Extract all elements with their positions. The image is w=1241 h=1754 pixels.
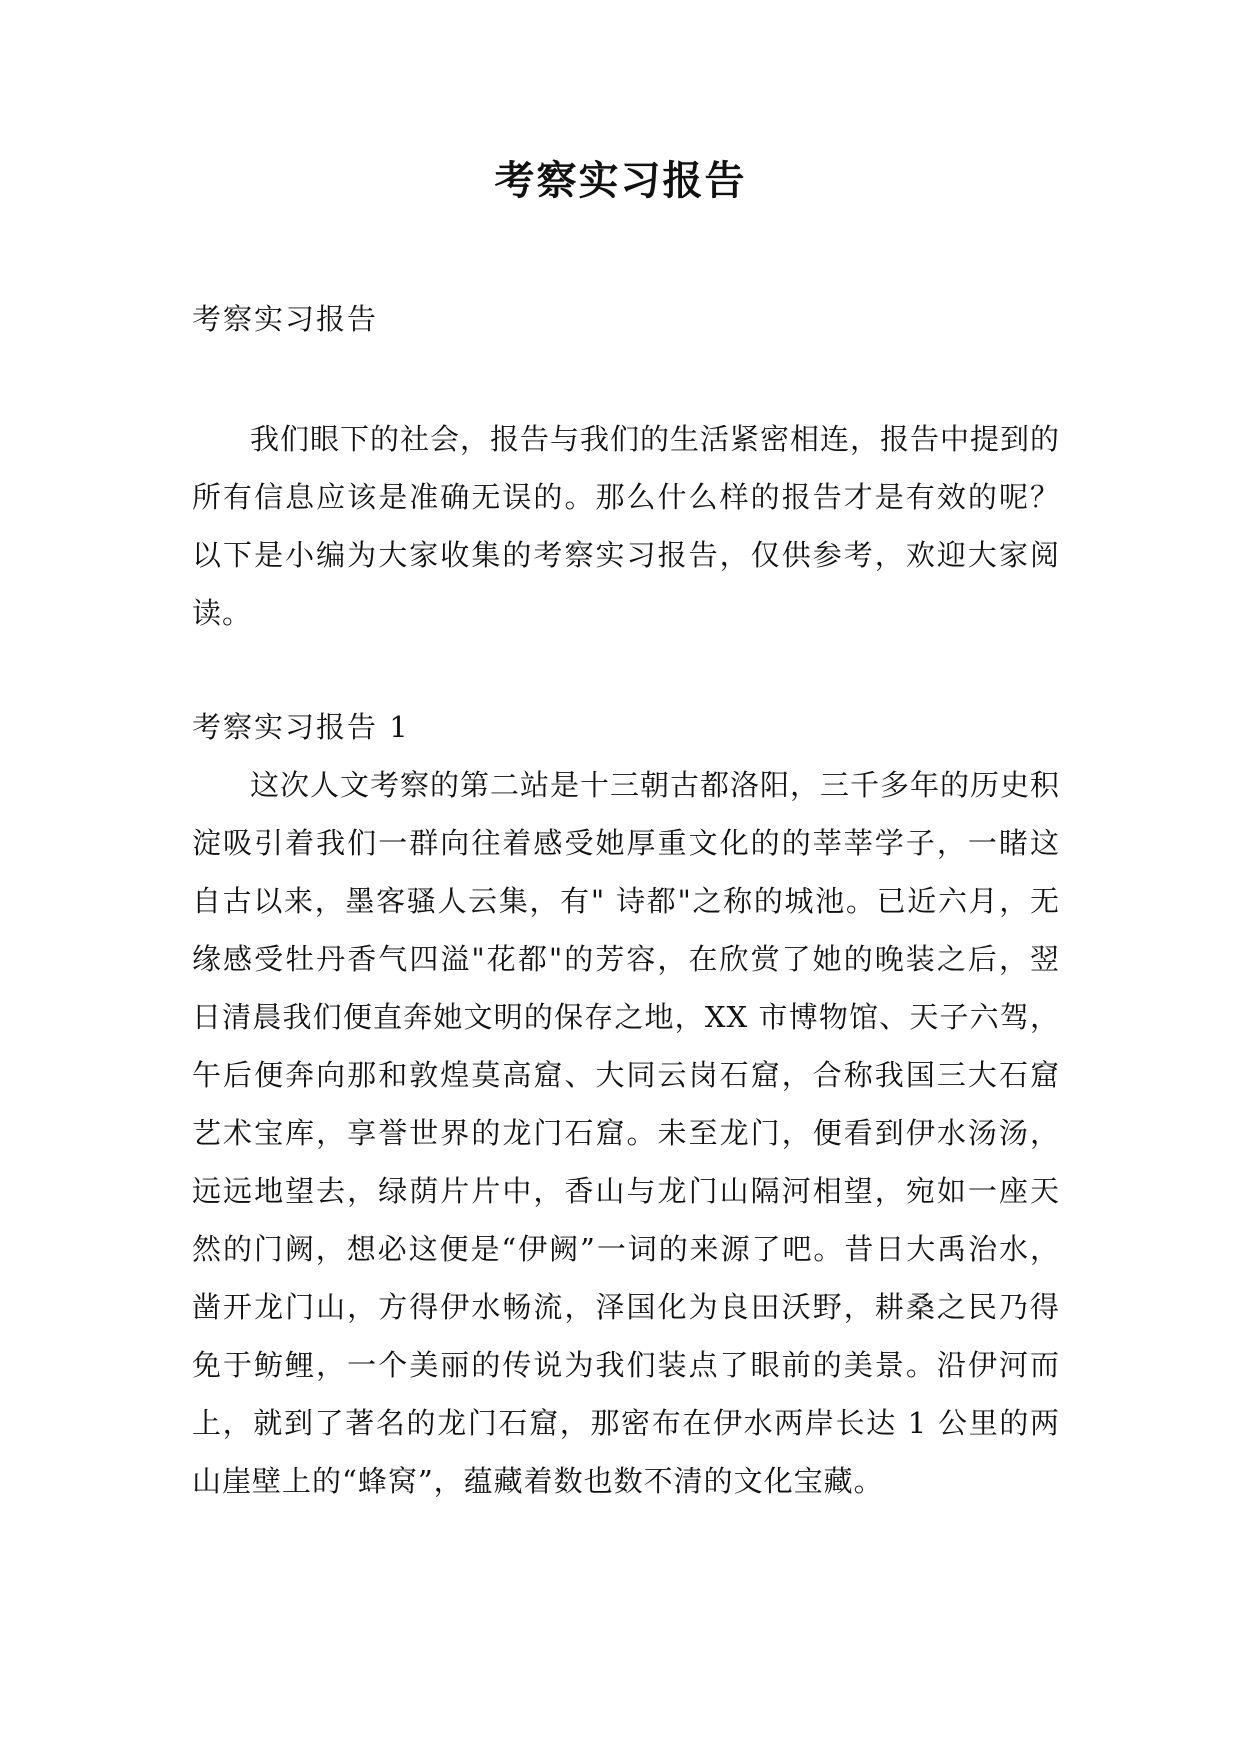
document-body — [192, 290, 1060, 1510]
intro-paragraph: 我们眼下的社会，报告与我们的生活紧密相连，报告中提到的所有信息应该是准确无误的。那么什么样的报告才是有效的呢？以下是小编为大家收集的考察实习报告，仅供参考，欢迎大家阅读。 — [192, 422, 1061, 630]
spacer — [192, 642, 1060, 698]
document-subtitle: 考察实习报告 — [192, 302, 379, 336]
section-paragraph: 这次人文考察的第二站是十三朝古都洛阳，三千多年的历史积淀吸引着我们一群向往着感受她厚重文化的的莘莘学子，一睹这自古以来，墨客骚人云集，有" 诗都"之称的城池。已近六月，无缘感受牡丹香气四溢"花都"的芳容，在欣赏了她的晚装之后，翌日清晨我们便直奔她文明的保存之地，XX 市博物馆、天子六驾，午后便奔向那和敦煌莫高窟、大同云岗石窟，合称我国三大石窟艺术宝库，享誉世界的龙门石窟。未至龙门，便看到伊水汤汤，远远地望去，绿荫片片中，香山与龙门山隔河相望，宛如一座天然的门阙，想必这便是“伊阙”一词的来源了吧。昔日大禹治水，凿开龙门山，方得伊水畅流，泽国化为良田沃野，耕桑之民乃得免于鲂鲤，一个美丽的传说为我们装点了眼前的美景。沿伊河而上，就到了著名的龙门石窟，那密布在伊水两岸长达 1 公里的两山崖壁上的“蜂窝”，蕴藏着数也数不清的文化宝藏。 — [192, 768, 1061, 1498]
spacer — [192, 348, 1060, 410]
document-title: 考察实习报告 — [494, 158, 747, 204]
section-heading: 考察实习报告 1 — [192, 710, 410, 744]
